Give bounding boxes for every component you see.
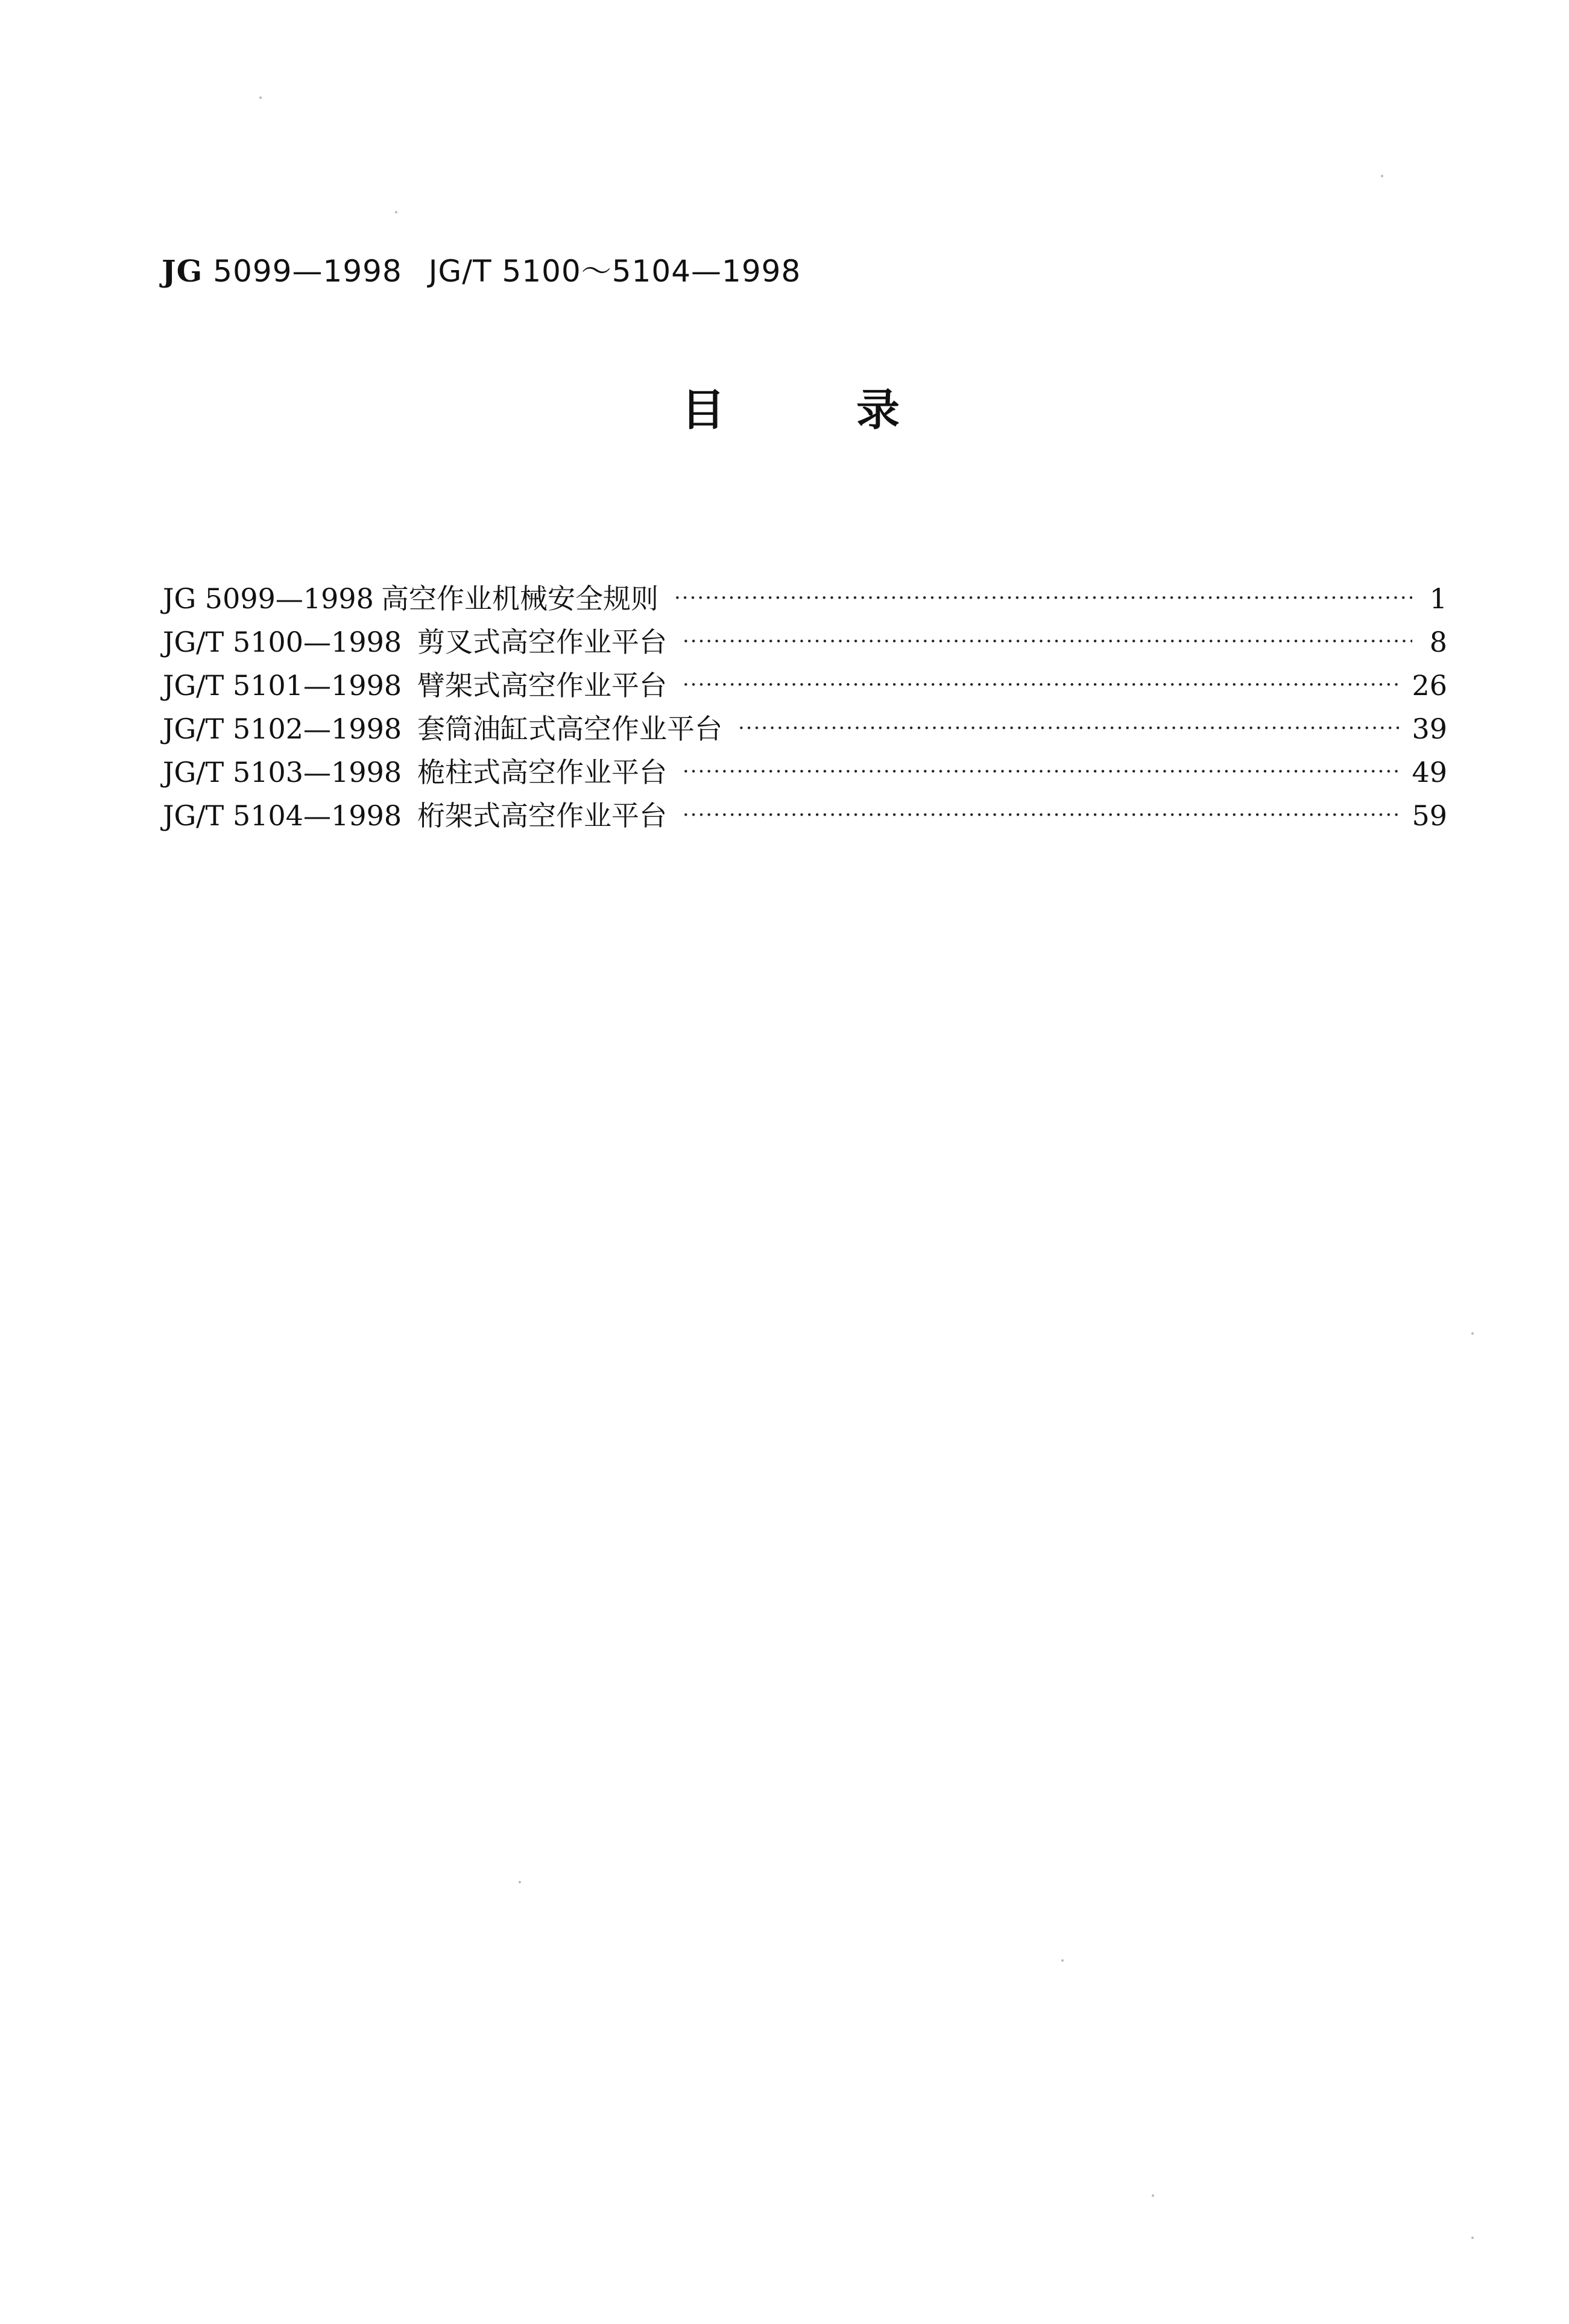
toc-entry[interactable] xyxy=(163,751,1447,794)
scan-speck xyxy=(1152,2194,1154,2197)
toc-dot-leader xyxy=(683,673,1401,697)
header-standard-number: 5099—1998 xyxy=(213,254,402,289)
toc-entry[interactable] xyxy=(163,707,1447,751)
scan-speck xyxy=(1381,175,1383,177)
toc-entry-page: 49 xyxy=(1412,756,1447,789)
header-standard-code: JG 5099—1998 xyxy=(162,253,402,289)
toc-entry[interactable] xyxy=(163,577,1447,620)
toc-entry-code: JG/T 5100—1998 xyxy=(163,626,402,658)
toc-entry[interactable] xyxy=(163,620,1447,664)
header-standard-range: JG/T 5100～5104—1998 xyxy=(428,254,801,289)
scan-speck xyxy=(1061,1959,1064,1962)
scan-speck xyxy=(1471,1332,1474,1335)
table-of-contents xyxy=(163,577,1447,837)
scan-speck xyxy=(395,211,397,213)
toc-entry-code: JG/T 5101—1998 xyxy=(163,669,402,702)
toc-entry-page: 39 xyxy=(1412,713,1447,745)
scan-speck xyxy=(259,96,262,99)
toc-dot-leader xyxy=(738,716,1401,740)
toc-entry-title: 臂架式高空作业平台 xyxy=(417,669,667,702)
toc-entry-title: 桅柱式高空作业平台 xyxy=(417,756,667,789)
toc-entry[interactable] xyxy=(163,794,1447,837)
toc-entry-code: JG/T 5102—1998 xyxy=(163,713,402,745)
toc-entry-title: 桁架式高空作业平台 xyxy=(417,799,667,832)
scan-speck xyxy=(1471,2237,1474,2239)
page-title xyxy=(681,375,900,438)
toc-entry-title: 剪叉式高空作业平台 xyxy=(417,626,667,658)
toc-dot-leader xyxy=(683,629,1412,653)
toc-entry-title: 高空作业机械安全规则 xyxy=(381,582,658,615)
toc-entry[interactable] xyxy=(163,664,1447,707)
document-header xyxy=(162,247,801,291)
toc-dot-leader xyxy=(683,760,1401,784)
toc-entry-code: JG 5099—1998 xyxy=(163,582,374,615)
toc-entry-page: 26 xyxy=(1412,669,1447,702)
toc-entry-title: 套筒油缸式高空作业平台 xyxy=(417,713,722,745)
toc-dot-leader xyxy=(674,586,1412,610)
scan-speck xyxy=(519,1881,521,1883)
toc-dot-leader xyxy=(683,803,1401,827)
title-char-1: 目 xyxy=(681,385,725,435)
toc-entry-page: 59 xyxy=(1412,799,1447,832)
title-char-2: 录 xyxy=(856,385,900,435)
toc-entry-page: 8 xyxy=(1429,626,1447,658)
toc-entry-code: JG/T 5104—1998 xyxy=(163,799,402,832)
toc-entry-page: 1 xyxy=(1429,582,1447,615)
toc-entry-code: JG/T 5103—1998 xyxy=(163,756,402,789)
